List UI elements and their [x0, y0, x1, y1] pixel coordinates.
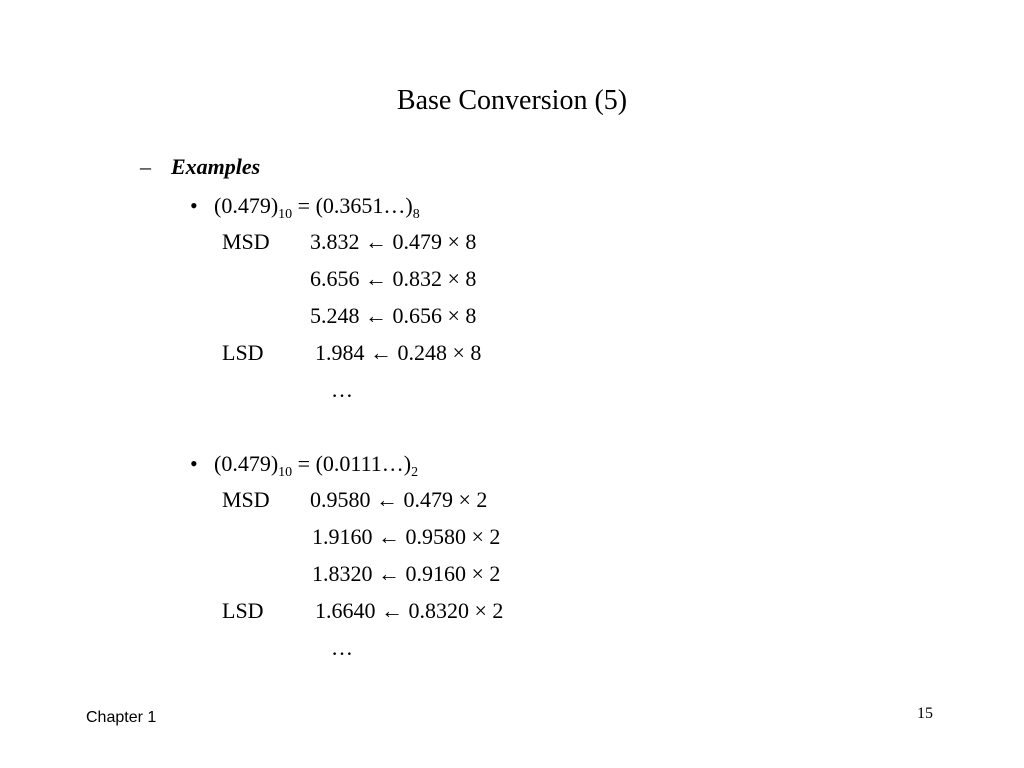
step-expression: 3.832 ← 0.479 × 8 — [310, 229, 477, 254]
equation-equals: = — [297, 451, 311, 476]
bullet-dot: • — [190, 451, 198, 476]
equation-rhs-base: 2 — [411, 465, 419, 480]
step-tag-lsd: LSD — [222, 340, 264, 365]
page-number: 15 — [917, 705, 933, 722]
equation-lhs: (0.479) — [214, 451, 279, 476]
equation-lhs-base: 10 — [278, 207, 293, 222]
footer-chapter: Chapter 1 — [86, 709, 157, 726]
step-tag-msd: MSD — [222, 229, 270, 254]
example-equation — [214, 193, 420, 222]
step-tag-lsd: LSD — [222, 598, 264, 623]
step-expression: 1.9160 ← 0.9580 × 2 — [312, 524, 501, 549]
step-expression: 5.248 ← 0.656 × 8 — [310, 303, 477, 328]
bullet-dot: • — [190, 193, 198, 218]
equation-lhs-base: 10 — [278, 465, 293, 480]
subheading-examples: Examples — [171, 154, 261, 179]
continuation-ellipsis: … — [331, 377, 353, 402]
equation-equals: = — [297, 193, 311, 218]
example-equation — [214, 451, 419, 480]
step-expression: 1.8320 ← 0.9160 × 2 — [312, 561, 501, 586]
equation-rhs: (0.0111…) — [315, 451, 412, 476]
step-expression: 0.9580 ← 0.479 × 2 — [310, 487, 488, 512]
step-expression: 1.6640 ← 0.8320 × 2 — [315, 598, 504, 623]
step-expression: 6.656 ← 0.832 × 8 — [310, 266, 477, 291]
continuation-ellipsis: … — [331, 635, 353, 660]
step-expression: 1.984 ← 0.248 × 8 — [315, 340, 482, 365]
equation-rhs: (0.3651…) — [315, 193, 413, 218]
step-tag-msd: MSD — [222, 487, 270, 512]
slide-title: Base Conversion (5) — [396, 85, 628, 116]
equation-lhs: (0.479) — [214, 193, 279, 218]
equation-rhs-base: 8 — [412, 207, 420, 222]
subheading-dash: – — [140, 154, 151, 179]
